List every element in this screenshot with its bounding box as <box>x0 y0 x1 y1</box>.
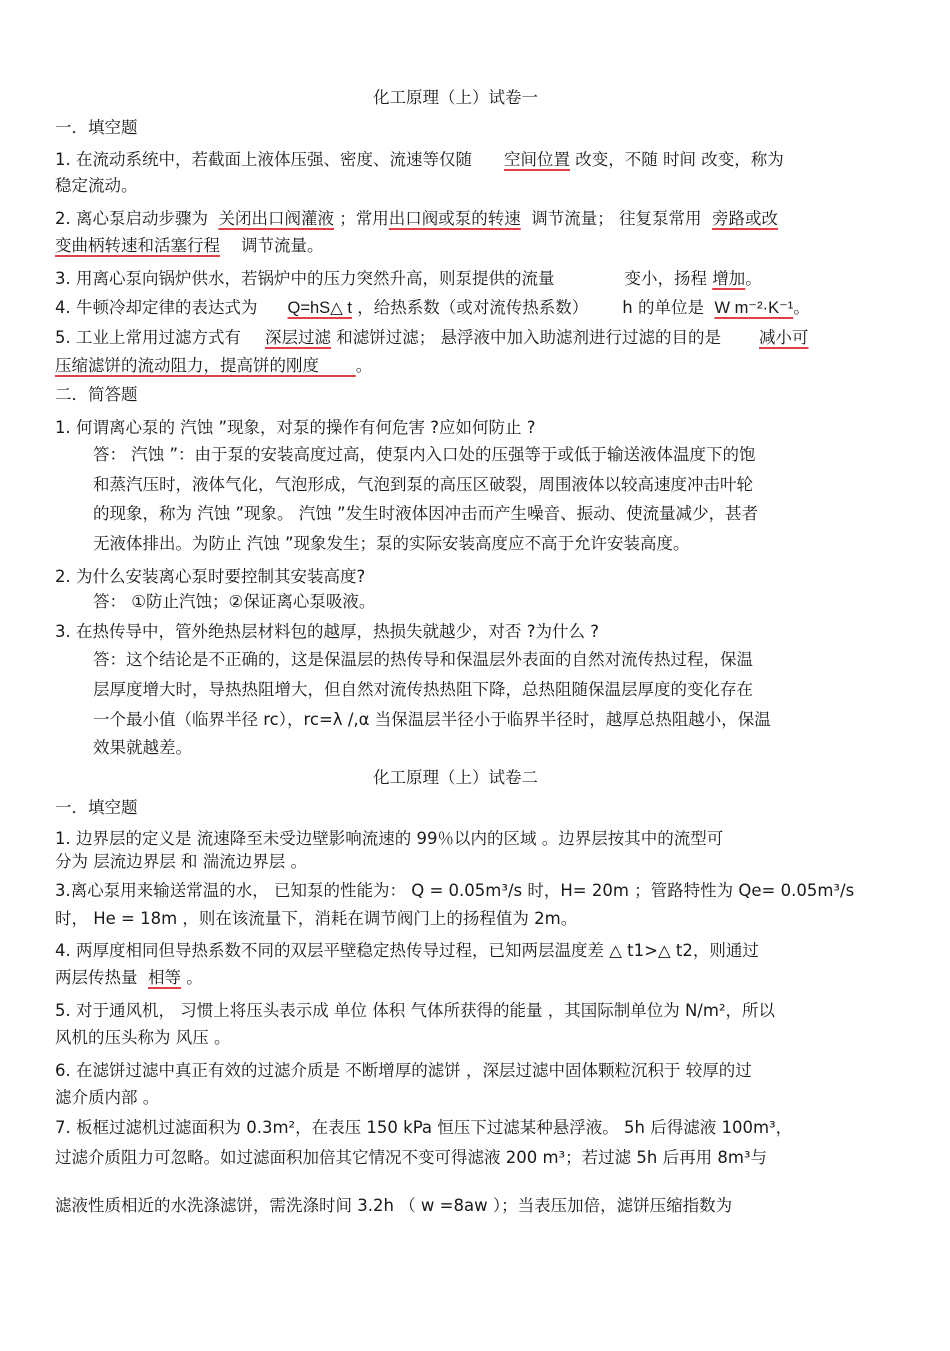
exam2-q5-line2: 风机的压头称为 风压 。 <box>55 1028 231 1047</box>
exam2-section1-heading: 一．填空题 <box>55 798 138 817</box>
exam1-sq1-question: 1. 何谓离心泵的 汽蚀 ”现象，对泵的操作有何危害 ?应如何防止 ? <box>55 418 536 437</box>
exam2-q3-line1: 3.离心泵用来输送常温的水， 已知泵的性能为： Q = 0.05m³/s 时，H= 20m ；管路特性为 Qe= 0.05m³/s <box>55 881 855 900</box>
exam2-q4-line1: 4. 两厚度相同但导热系数不同的双层平壁稳定热传导过程，已知两层温度差 △ t1>△ t2，则通过 <box>55 941 759 960</box>
exam2-q6-line1: 6. 在滤饼过滤中真正有效的过滤介质是 不断增厚的滤饼 ，深层过滤中固体颗粒沉积于 较厚的过 <box>55 1061 752 1080</box>
exam2-q1-line1: 1. 边界层的定义是 流速降至未受边壁影响流速的 99％以内的区域 。边界层按其中的流型可 <box>55 829 724 848</box>
exam2-q7-line3: 滤液性质相近的水洗涤滤饼，需洗涤时间 3.2h （ w =8aw ）；当表压加倍，滤饼压缩指数为 <box>55 1196 733 1215</box>
exam1-sq3-answer-3: 一个最小值（临界半径 rc），rc=λ /,α 当保温层半径小于临界半径时，越厚总热阻越小，保温 <box>93 710 771 729</box>
exam2-q1-line2: 分为 层流边界层 和 湍流边界层 。 <box>55 852 307 871</box>
exam1-sq3-answer-1: 答：这个结论是不正确的，这是保温层的热传导和保温层外表面的自然对流传热过程，保温 <box>93 650 753 669</box>
exam1-sq1-answer-1: 答： 汽蚀 ”：由于泵的安装高度过高，使泵内入口处的压强等于或低于输送液体温度下的饱 <box>93 445 756 464</box>
exam2-q7-line1: 7. 板框过滤机过滤面积为 0.3m²，在表压 150 kPa 恒压下过滤某种悬浮液。 5h 后得滤液 100m³， <box>55 1118 793 1137</box>
q1-answer: 空间位置 <box>504 150 570 169</box>
exam2-q7-line2: 过滤介质阻力可忽略。如过滤面积加倍其它情况不变可得滤液 200 m³；若过滤 5h 后再用 8m³与 <box>55 1148 768 1167</box>
exam1-q5-line2: 压缩滤饼的流动阻力，提高饼的刚度 。 <box>55 356 373 375</box>
exam1-sq1-answer-4: 无液体排出。为防止 汽蚀 ”现象发生；泵的实际安装高度应不高于允许安装高度。 <box>93 534 690 553</box>
exam1-sq2-answer: 答： ①防止汽蚀；②保证离心泵吸液。 <box>93 592 376 611</box>
exam2-q5-line1: 5. 对于通风机， 习惯上将压头表示成 单位 体积 气体所获得的能量 ，其国际制单位为 N/m²，所以 <box>55 1001 776 1020</box>
exam1-q2-line2: 变曲柄转速和活塞行程 调节流量。 <box>55 236 324 255</box>
exam1-sq1-answer-2: 和蒸汽压时，液体气化，气泡形成，气泡到泵的高压区破裂，周围液体以较高速度冲击叶轮 <box>93 475 753 494</box>
exam1-q5-line1: 5. 工业上常用过滤方式有 深层过滤 和滤饼过滤； 悬浮液中加入助滤剂进行过滤的目的是 减小可 <box>55 328 809 347</box>
exam1-q4: 4. 牛顿冷却定律的表达式为 Q=hS△ t ，给热系数（或对流传热系数） h 的单位是 W m⁻²·K⁻¹。 <box>55 298 810 317</box>
exam1-sq3-answer-2: 层厚度增大时，导热热阻增大，但自然对流传热热阻下降，总热阻随保温层厚度的变化存在 <box>93 680 753 699</box>
exam1-sq2-question: 2. 为什么安装离心泵时要控制其安装高度? <box>55 567 366 586</box>
exam2-q6-line2: 滤介质内部 。 <box>55 1088 160 1107</box>
exam1-q1-line2: 稳定流动。 <box>55 176 138 195</box>
exam1-sq3-question: 3. 在热传导中，管外绝热层材料包的越厚，热损失就越少，对否 ?为什么 ? <box>55 622 599 641</box>
exam1-section2-heading: 二．简答题 <box>55 385 138 404</box>
exam1-q2-line1: 2. 离心泵启动步骤为 关闭出口阀灌液 ；常用出口阀或泵的转速 调节流量； 往复泵常用 旁路或改 <box>55 209 778 228</box>
exam2-q4-line2: 两层传热量 相等 。 <box>55 968 203 987</box>
exam1-q1-line1: 1. 在流动系统中，若截面上液体压强、密度、流速等仅随 空间位置 改变，不随 时间 改变，称为 <box>55 150 784 169</box>
exam1-q3: 3. 用离心泵向锅炉供水，若锅炉中的压力突然升高，则泵提供的流量 变小，扬程 增加。 <box>55 269 762 288</box>
exam2-title: 化工原理（上）试卷二 <box>373 768 538 787</box>
exam1-section1-heading: 一．填空题 <box>55 118 138 137</box>
exam1-sq3-answer-4: 效果就越差。 <box>93 738 192 757</box>
exam1-sq1-answer-3: 的现象，称为 汽蚀 ”现象。 汽蚀 ”发生时液体因冲击而产生噪音、振动、使流量减少，甚者 <box>93 504 759 523</box>
exam1-title: 化工原理（上）试卷一 <box>373 88 538 107</box>
exam2-q3-line2: 时， He = 18m ，则在该流量下，消耗在调节阀门上的扬程值为 2m。 <box>55 909 578 928</box>
